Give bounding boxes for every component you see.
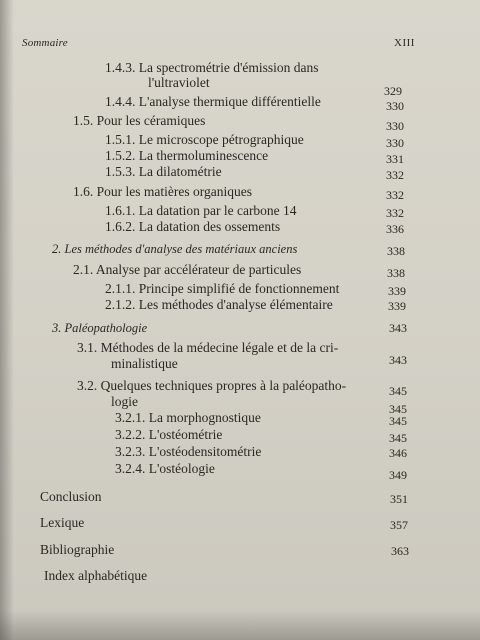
toc-page-number: 330	[386, 136, 404, 150]
toc-chapter-heading: 2. Les méthodes d'analyse des matériaux anciens	[52, 242, 298, 256]
toc-entry: 2.1.2. Les méthodes d'analyse élémentaire	[105, 297, 333, 312]
toc-page-number: 351	[390, 492, 408, 506]
toc-page-number: 330	[386, 119, 404, 133]
toc-page-number: 345	[389, 414, 407, 428]
toc-entry: 3.2.4. L'ostéologie	[115, 461, 215, 476]
toc-page-number: 346	[389, 446, 407, 460]
toc-section-heading: 2.1. Analyse par accélérateur de particules	[73, 262, 302, 277]
toc-page-number: 343	[389, 321, 407, 335]
bottom-shadow	[0, 610, 480, 640]
toc-section-heading: 1.5. Pour les céramiques	[73, 113, 206, 128]
toc-page-number: 339	[388, 299, 406, 313]
toc-page-number: 363	[391, 544, 409, 558]
toc-section-heading: 1.6. Pour les matières organiques	[73, 184, 252, 199]
toc-page-number: 343	[389, 353, 407, 367]
toc-entry: 2.1.1. Principe simplifié de fonctionnement	[105, 281, 340, 296]
toc-section-heading: 3.1. Méthodes de la médecine légale et de la cri-	[77, 340, 339, 355]
toc-entry-continuation: minalistique	[111, 356, 178, 371]
toc-page-number: 336	[386, 222, 404, 236]
toc-section-heading: 3.2. Quelques techniques propres à la paléopatho-	[77, 378, 347, 393]
toc-entry: 1.5.1. Le microscope pétrographique	[105, 132, 304, 147]
toc-chapter-heading: Lexique	[40, 515, 85, 530]
toc-page-number: 357	[390, 518, 408, 532]
toc-entry-continuation: l'ultraviolet	[148, 75, 210, 90]
toc-page-number: 332	[386, 188, 404, 202]
toc-chapter-heading: Conclusion	[40, 489, 102, 504]
toc-page-number: 338	[387, 266, 405, 280]
toc-entry: 1.4.3. La spectrométrie d'émission dans	[105, 60, 319, 75]
toc-page-number: 345	[389, 384, 407, 398]
toc-entry: 1.5.2. La thermoluminescence	[105, 148, 269, 163]
toc-chapter-heading: Bibliographie	[40, 542, 115, 557]
toc-chapter-heading: Index alphabétique	[44, 568, 148, 583]
binding-shadow	[0, 0, 14, 640]
toc-page-number: 331	[386, 152, 404, 166]
toc-entry: 1.5.3. La dilatométrie	[105, 164, 222, 179]
toc-page-number: 332	[386, 168, 404, 182]
page-number: XIII	[394, 37, 415, 49]
toc-page-number: 329	[384, 84, 402, 98]
toc-page-number: 345	[389, 431, 407, 445]
toc-page-number: 332	[386, 206, 404, 220]
toc-page-number: 330	[386, 99, 404, 113]
running-title: Sommaire	[22, 37, 68, 49]
toc-entry: 1.4.4. L'analyse thermique différentielle	[105, 94, 321, 109]
toc-page-number: 345	[389, 402, 407, 416]
toc-page-number: 339	[388, 284, 406, 298]
toc-entry: 3.2.1. La morphognostique	[115, 410, 261, 425]
toc-page-number: 349	[389, 468, 407, 482]
toc-entry: 3.2.2. L'ostéométrie	[115, 427, 223, 442]
toc-entry: 1.6.1. La datation par le carbone 14	[105, 203, 297, 218]
toc-page-number: 338	[387, 244, 405, 258]
toc-chapter-heading: 3. Paléopathologie	[52, 321, 148, 335]
toc-entry-continuation: logie	[111, 394, 138, 409]
toc-entry: 3.2.3. L'ostéodensitométrie	[115, 444, 262, 459]
toc-entry: 1.6.2. La datation des ossements	[105, 219, 281, 234]
